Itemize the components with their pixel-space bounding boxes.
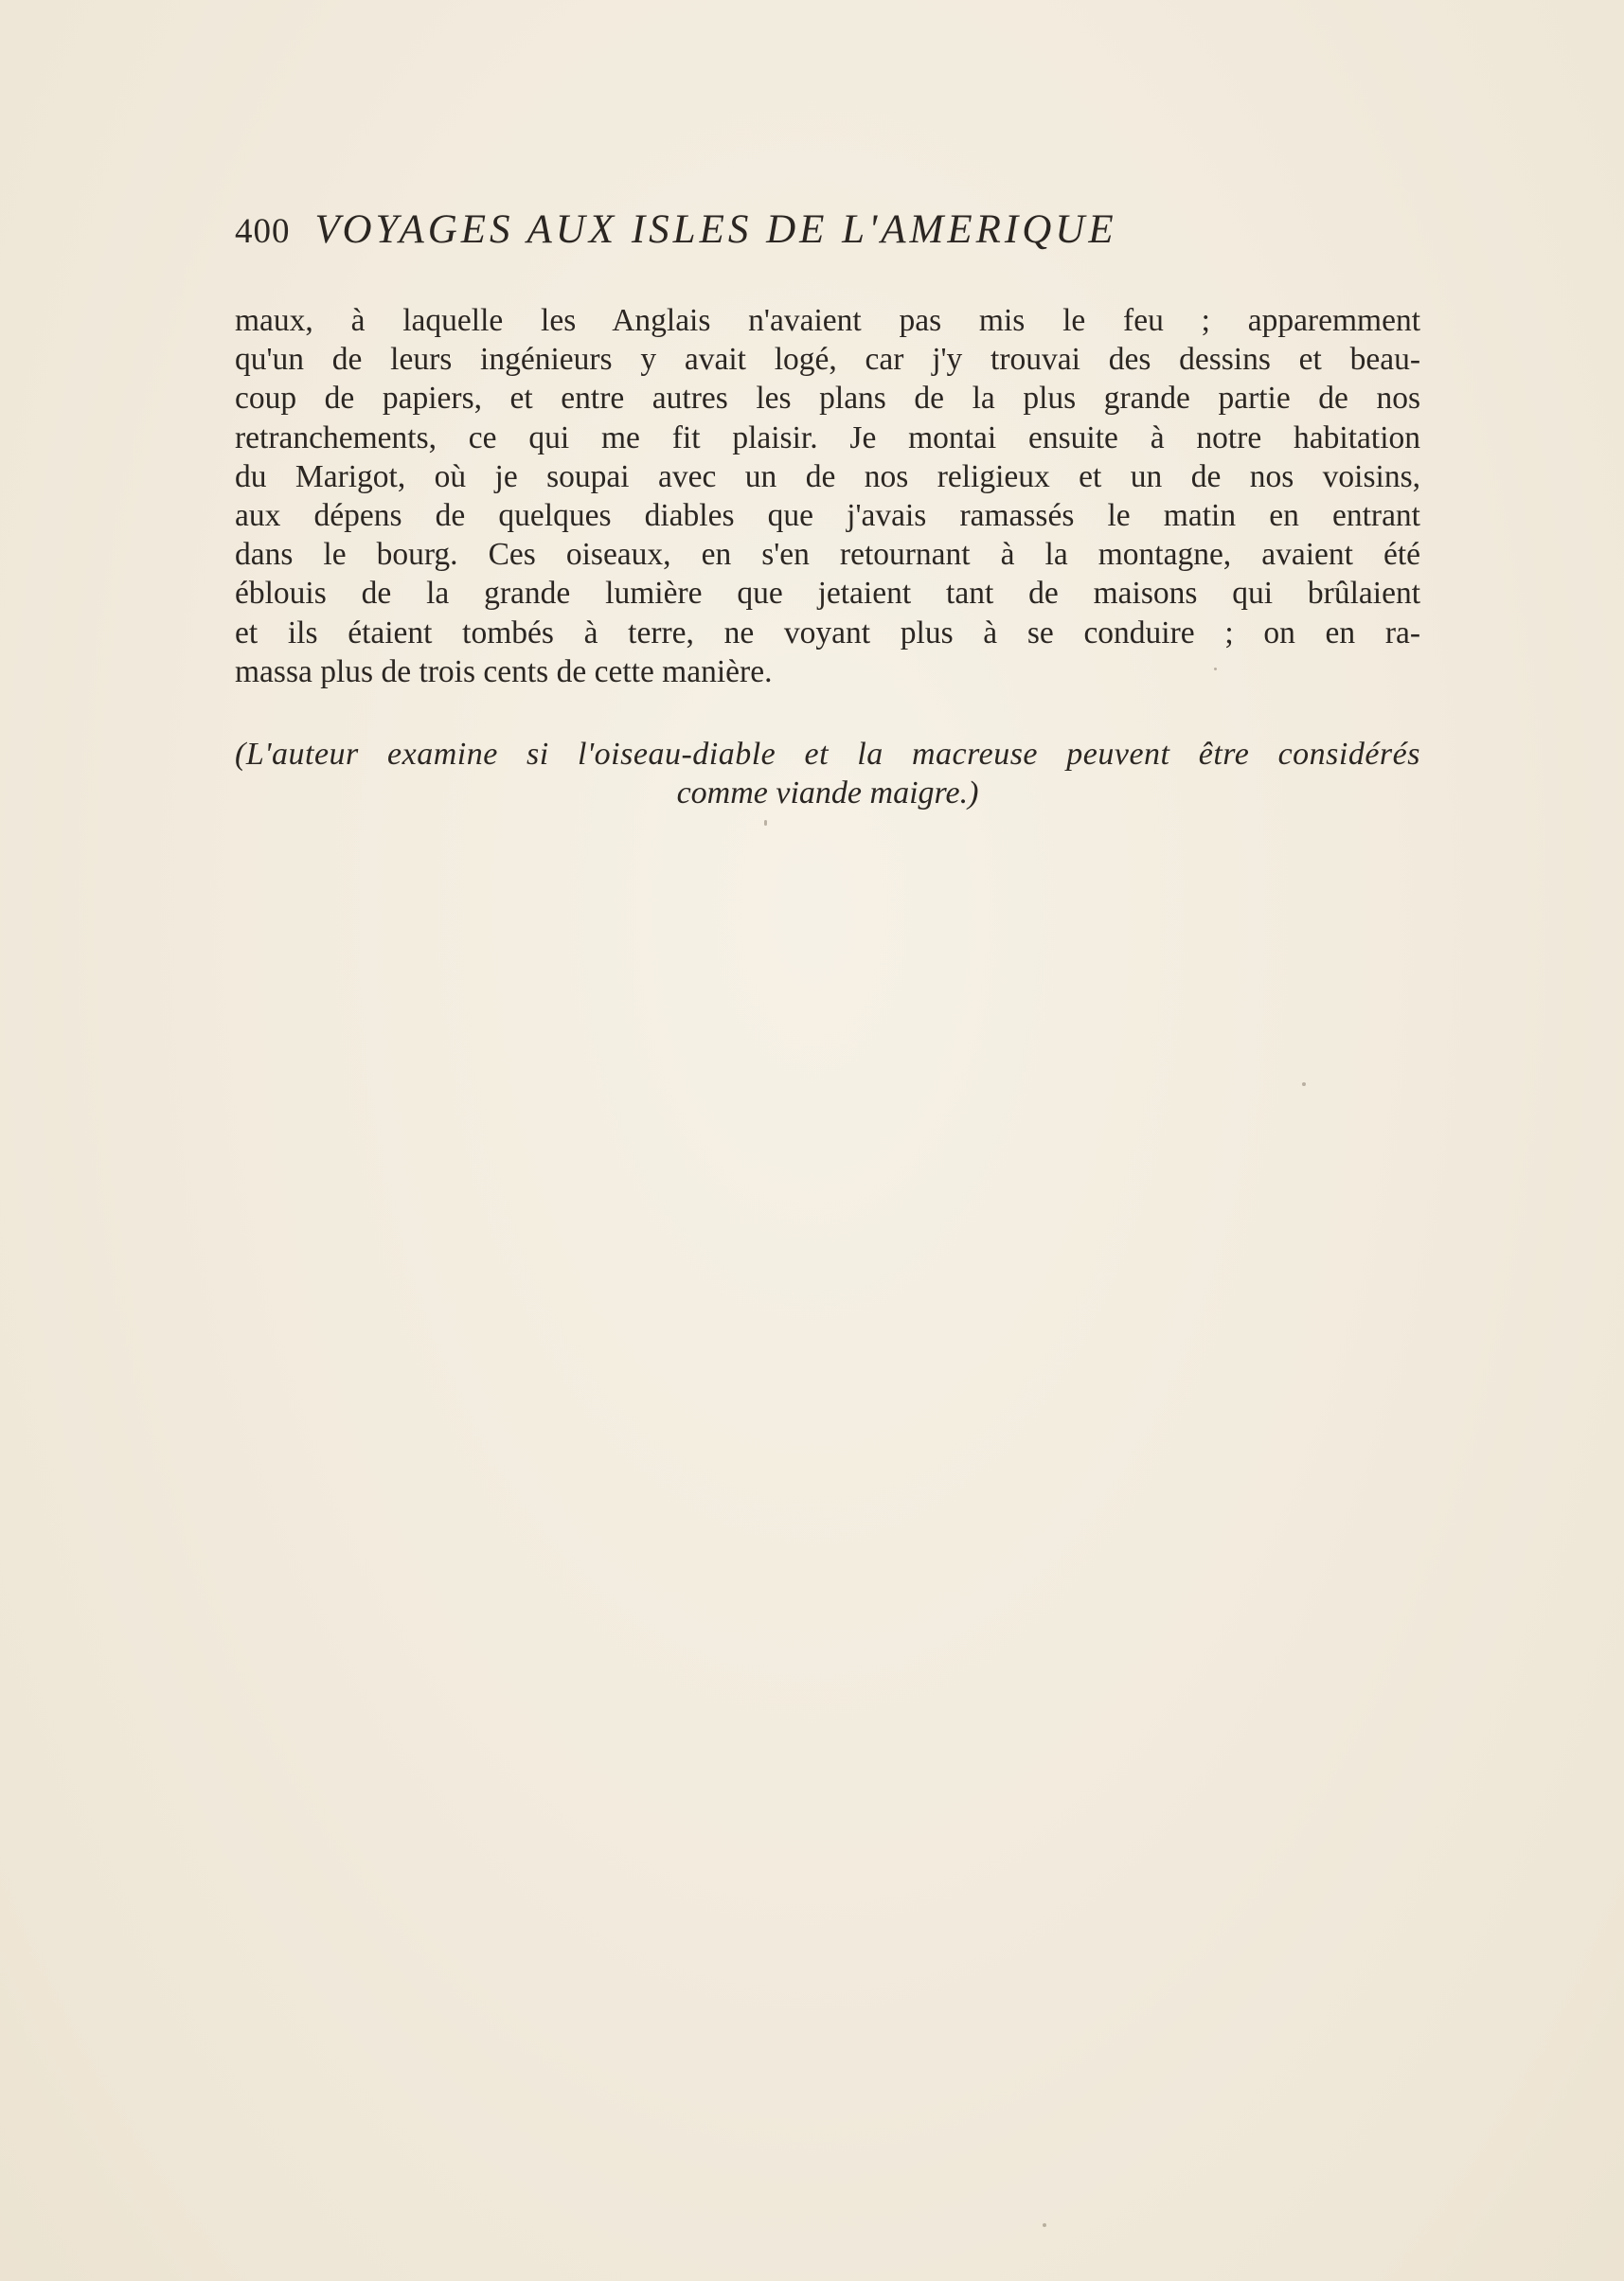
body-line: dans le bourg. Ces oiseaux, en s'en retournant à la montagne, avaient été (235, 537, 1420, 573)
page-header (235, 206, 1428, 263)
page-number: 400 (235, 212, 291, 251)
note-line: (L'auteur examine si l'oiseau-diable et la macreuse peuvent être considérés (235, 737, 1420, 772)
paper-speck (1043, 2223, 1046, 2227)
editorial-note (235, 735, 1420, 812)
body-line: coup de papiers, et entre autres les plans de la plus grande partie de nos (235, 381, 1420, 417)
paper-speck (1214, 668, 1217, 670)
paper-speck (764, 820, 767, 826)
body-line: maux, à laquelle les Anglais n'avaient pas mis le feu ; apparemment (235, 303, 1420, 338)
body-line: retranchements, ce qui me fit plaisir. Je montai ensuite à notre habitation (235, 419, 1420, 455)
body-line: aux dépens de quelques diables que j'avais ramassés le matin en entrant (235, 497, 1420, 533)
body-line: massa plus de trois cents de cette manière. (235, 653, 773, 689)
running-title: VOYAGES AUX ISLES DE L'AMERIQUE (314, 207, 1117, 252)
body-paragraph (235, 301, 1420, 691)
body-line: et ils étaient tombés à terre, ne voyant plus à se conduire ; on en ra- (235, 615, 1420, 650)
body-line: qu'un de leurs ingénieurs y avait logé, car j'y trouvai des dessins et beau- (235, 342, 1420, 378)
body-line: éblouis de la grande lumière que jetaient tant de maisons qui brûlaient (235, 576, 1420, 612)
paper-speck (1302, 1082, 1306, 1086)
note-line: comme viande maigre.) (676, 775, 979, 811)
body-line: du Marigot, où je soupai avec un de nos religieux et un de nos voisins, (235, 458, 1420, 494)
